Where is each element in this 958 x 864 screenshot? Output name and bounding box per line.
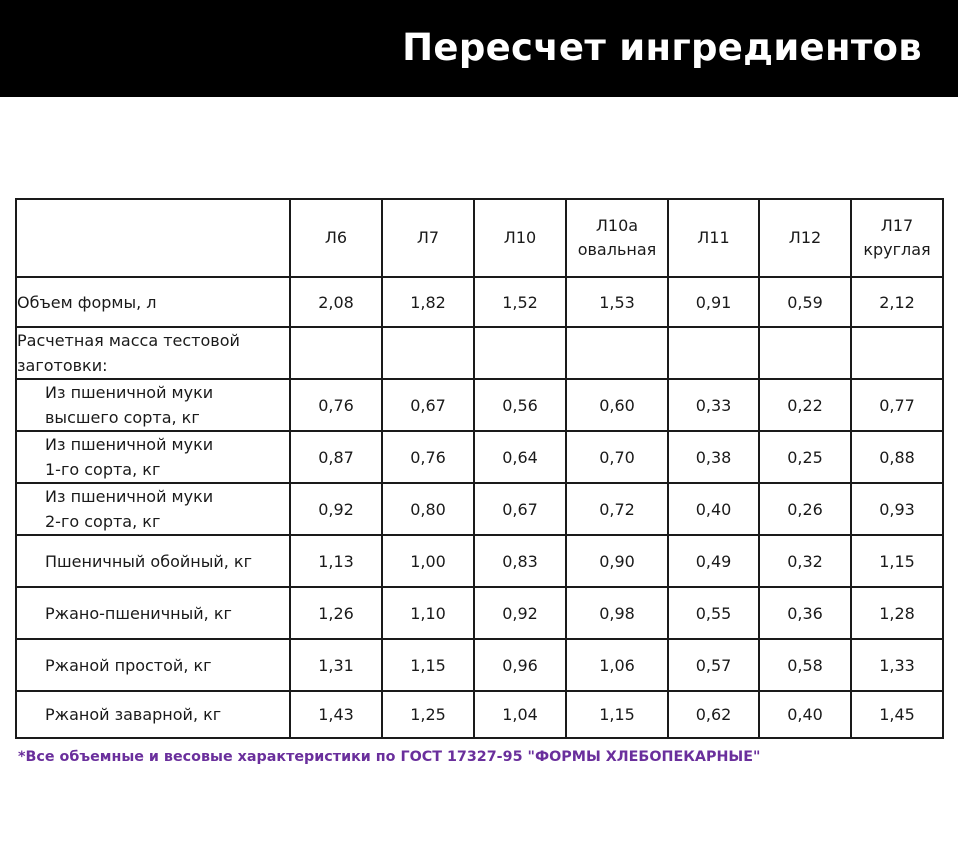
empty-cell bbox=[566, 327, 668, 379]
value-cell: 1,06 bbox=[566, 639, 668, 691]
value-cell: 1,53 bbox=[566, 277, 668, 327]
value-cell: 2,08 bbox=[290, 277, 382, 327]
value-cell: 0,57 bbox=[668, 639, 759, 691]
value-cell: 1,82 bbox=[382, 277, 474, 327]
value-cell: 0,26 bbox=[759, 483, 851, 535]
row-label: Из пшеничной муки высшего сорта, кг bbox=[16, 379, 290, 431]
value-cell: 1,28 bbox=[851, 587, 943, 639]
value-cell: 0,55 bbox=[668, 587, 759, 639]
column-header: Л10 bbox=[474, 199, 566, 277]
value-cell: 1,45 bbox=[851, 691, 943, 738]
empty-cell bbox=[290, 327, 382, 379]
value-cell: 0,59 bbox=[759, 277, 851, 327]
value-cell: 2,12 bbox=[851, 277, 943, 327]
forms-table bbox=[15, 198, 944, 739]
value-cell: 0,38 bbox=[668, 431, 759, 483]
value-cell: 1,00 bbox=[382, 535, 474, 587]
value-cell: 0,98 bbox=[566, 587, 668, 639]
table-row bbox=[16, 483, 943, 535]
table-row bbox=[16, 587, 943, 639]
value-cell: 0,88 bbox=[851, 431, 943, 483]
empty-cell bbox=[474, 327, 566, 379]
value-cell: 0,87 bbox=[290, 431, 382, 483]
value-cell: 0,70 bbox=[566, 431, 668, 483]
value-cell: 1,25 bbox=[382, 691, 474, 738]
value-cell: 0,40 bbox=[668, 483, 759, 535]
table-row bbox=[16, 691, 943, 738]
table-row bbox=[16, 379, 943, 431]
value-cell: 0,36 bbox=[759, 587, 851, 639]
value-cell: 1,13 bbox=[290, 535, 382, 587]
value-cell: 1,04 bbox=[474, 691, 566, 738]
page-title: Пересчет ингредиентов bbox=[402, 26, 922, 69]
column-header: Л11 bbox=[668, 199, 759, 277]
header-bar bbox=[0, 0, 958, 97]
value-cell: 0,64 bbox=[474, 431, 566, 483]
header-corner-cell bbox=[16, 199, 290, 277]
empty-cell bbox=[759, 327, 851, 379]
row-label: Пшеничный обойный, кг bbox=[16, 535, 290, 587]
value-cell: 1,31 bbox=[290, 639, 382, 691]
value-cell: 0,92 bbox=[290, 483, 382, 535]
value-cell: 0,56 bbox=[474, 379, 566, 431]
empty-cell bbox=[851, 327, 943, 379]
value-cell: 0,76 bbox=[382, 431, 474, 483]
value-cell: 0,76 bbox=[290, 379, 382, 431]
value-cell: 0,67 bbox=[382, 379, 474, 431]
section-row bbox=[16, 327, 943, 379]
value-cell: 0,32 bbox=[759, 535, 851, 587]
value-cell: 1,52 bbox=[474, 277, 566, 327]
value-cell: 1,15 bbox=[566, 691, 668, 738]
row-label: Из пшеничной муки 1-го сорта, кг bbox=[16, 431, 290, 483]
footnote: *Все объемные и весовые характеристики по ГОСТ 17327-95 "ФОРМЫ ХЛЕБОПЕКАРНЫЕ" bbox=[18, 749, 761, 765]
table-row bbox=[16, 431, 943, 483]
value-cell: 0,80 bbox=[382, 483, 474, 535]
value-cell: 0,93 bbox=[851, 483, 943, 535]
row-label: Ржаной заварной, кг bbox=[16, 691, 290, 738]
value-cell: 0,40 bbox=[759, 691, 851, 738]
table-row bbox=[16, 535, 943, 587]
value-cell: 0,92 bbox=[474, 587, 566, 639]
value-cell: 1,15 bbox=[851, 535, 943, 587]
value-cell: 0,67 bbox=[474, 483, 566, 535]
value-cell: 0,62 bbox=[668, 691, 759, 738]
row-label: Ржаной простой, кг bbox=[16, 639, 290, 691]
value-cell: 0,33 bbox=[668, 379, 759, 431]
value-cell: 1,10 bbox=[382, 587, 474, 639]
column-header: Л17 круглая bbox=[851, 199, 943, 277]
value-cell: 1,43 bbox=[290, 691, 382, 738]
row-label: Ржано-пшеничный, кг bbox=[16, 587, 290, 639]
column-header: Л10а овальная bbox=[566, 199, 668, 277]
row-label: Объем формы, л bbox=[16, 277, 290, 327]
table-row bbox=[16, 277, 943, 327]
table-header-row bbox=[16, 199, 943, 277]
section-label: Расчетная масса тестовой заготовки: bbox=[16, 327, 290, 379]
value-cell: 0,72 bbox=[566, 483, 668, 535]
value-cell: 0,58 bbox=[759, 639, 851, 691]
value-cell: 0,90 bbox=[566, 535, 668, 587]
value-cell: 0,25 bbox=[759, 431, 851, 483]
value-cell: 0,60 bbox=[566, 379, 668, 431]
value-cell: 0,91 bbox=[668, 277, 759, 327]
value-cell: 0,49 bbox=[668, 535, 759, 587]
value-cell: 0,96 bbox=[474, 639, 566, 691]
value-cell: 1,26 bbox=[290, 587, 382, 639]
row-label: Из пшеничной муки 2-го сорта, кг bbox=[16, 483, 290, 535]
value-cell: 1,33 bbox=[851, 639, 943, 691]
column-header: Л12 bbox=[759, 199, 851, 277]
value-cell: 0,22 bbox=[759, 379, 851, 431]
table-row bbox=[16, 639, 943, 691]
empty-cell bbox=[382, 327, 474, 379]
column-header: Л7 bbox=[382, 199, 474, 277]
column-header: Л6 bbox=[290, 199, 382, 277]
value-cell: 0,83 bbox=[474, 535, 566, 587]
value-cell: 1,15 bbox=[382, 639, 474, 691]
value-cell: 0,77 bbox=[851, 379, 943, 431]
empty-cell bbox=[668, 327, 759, 379]
